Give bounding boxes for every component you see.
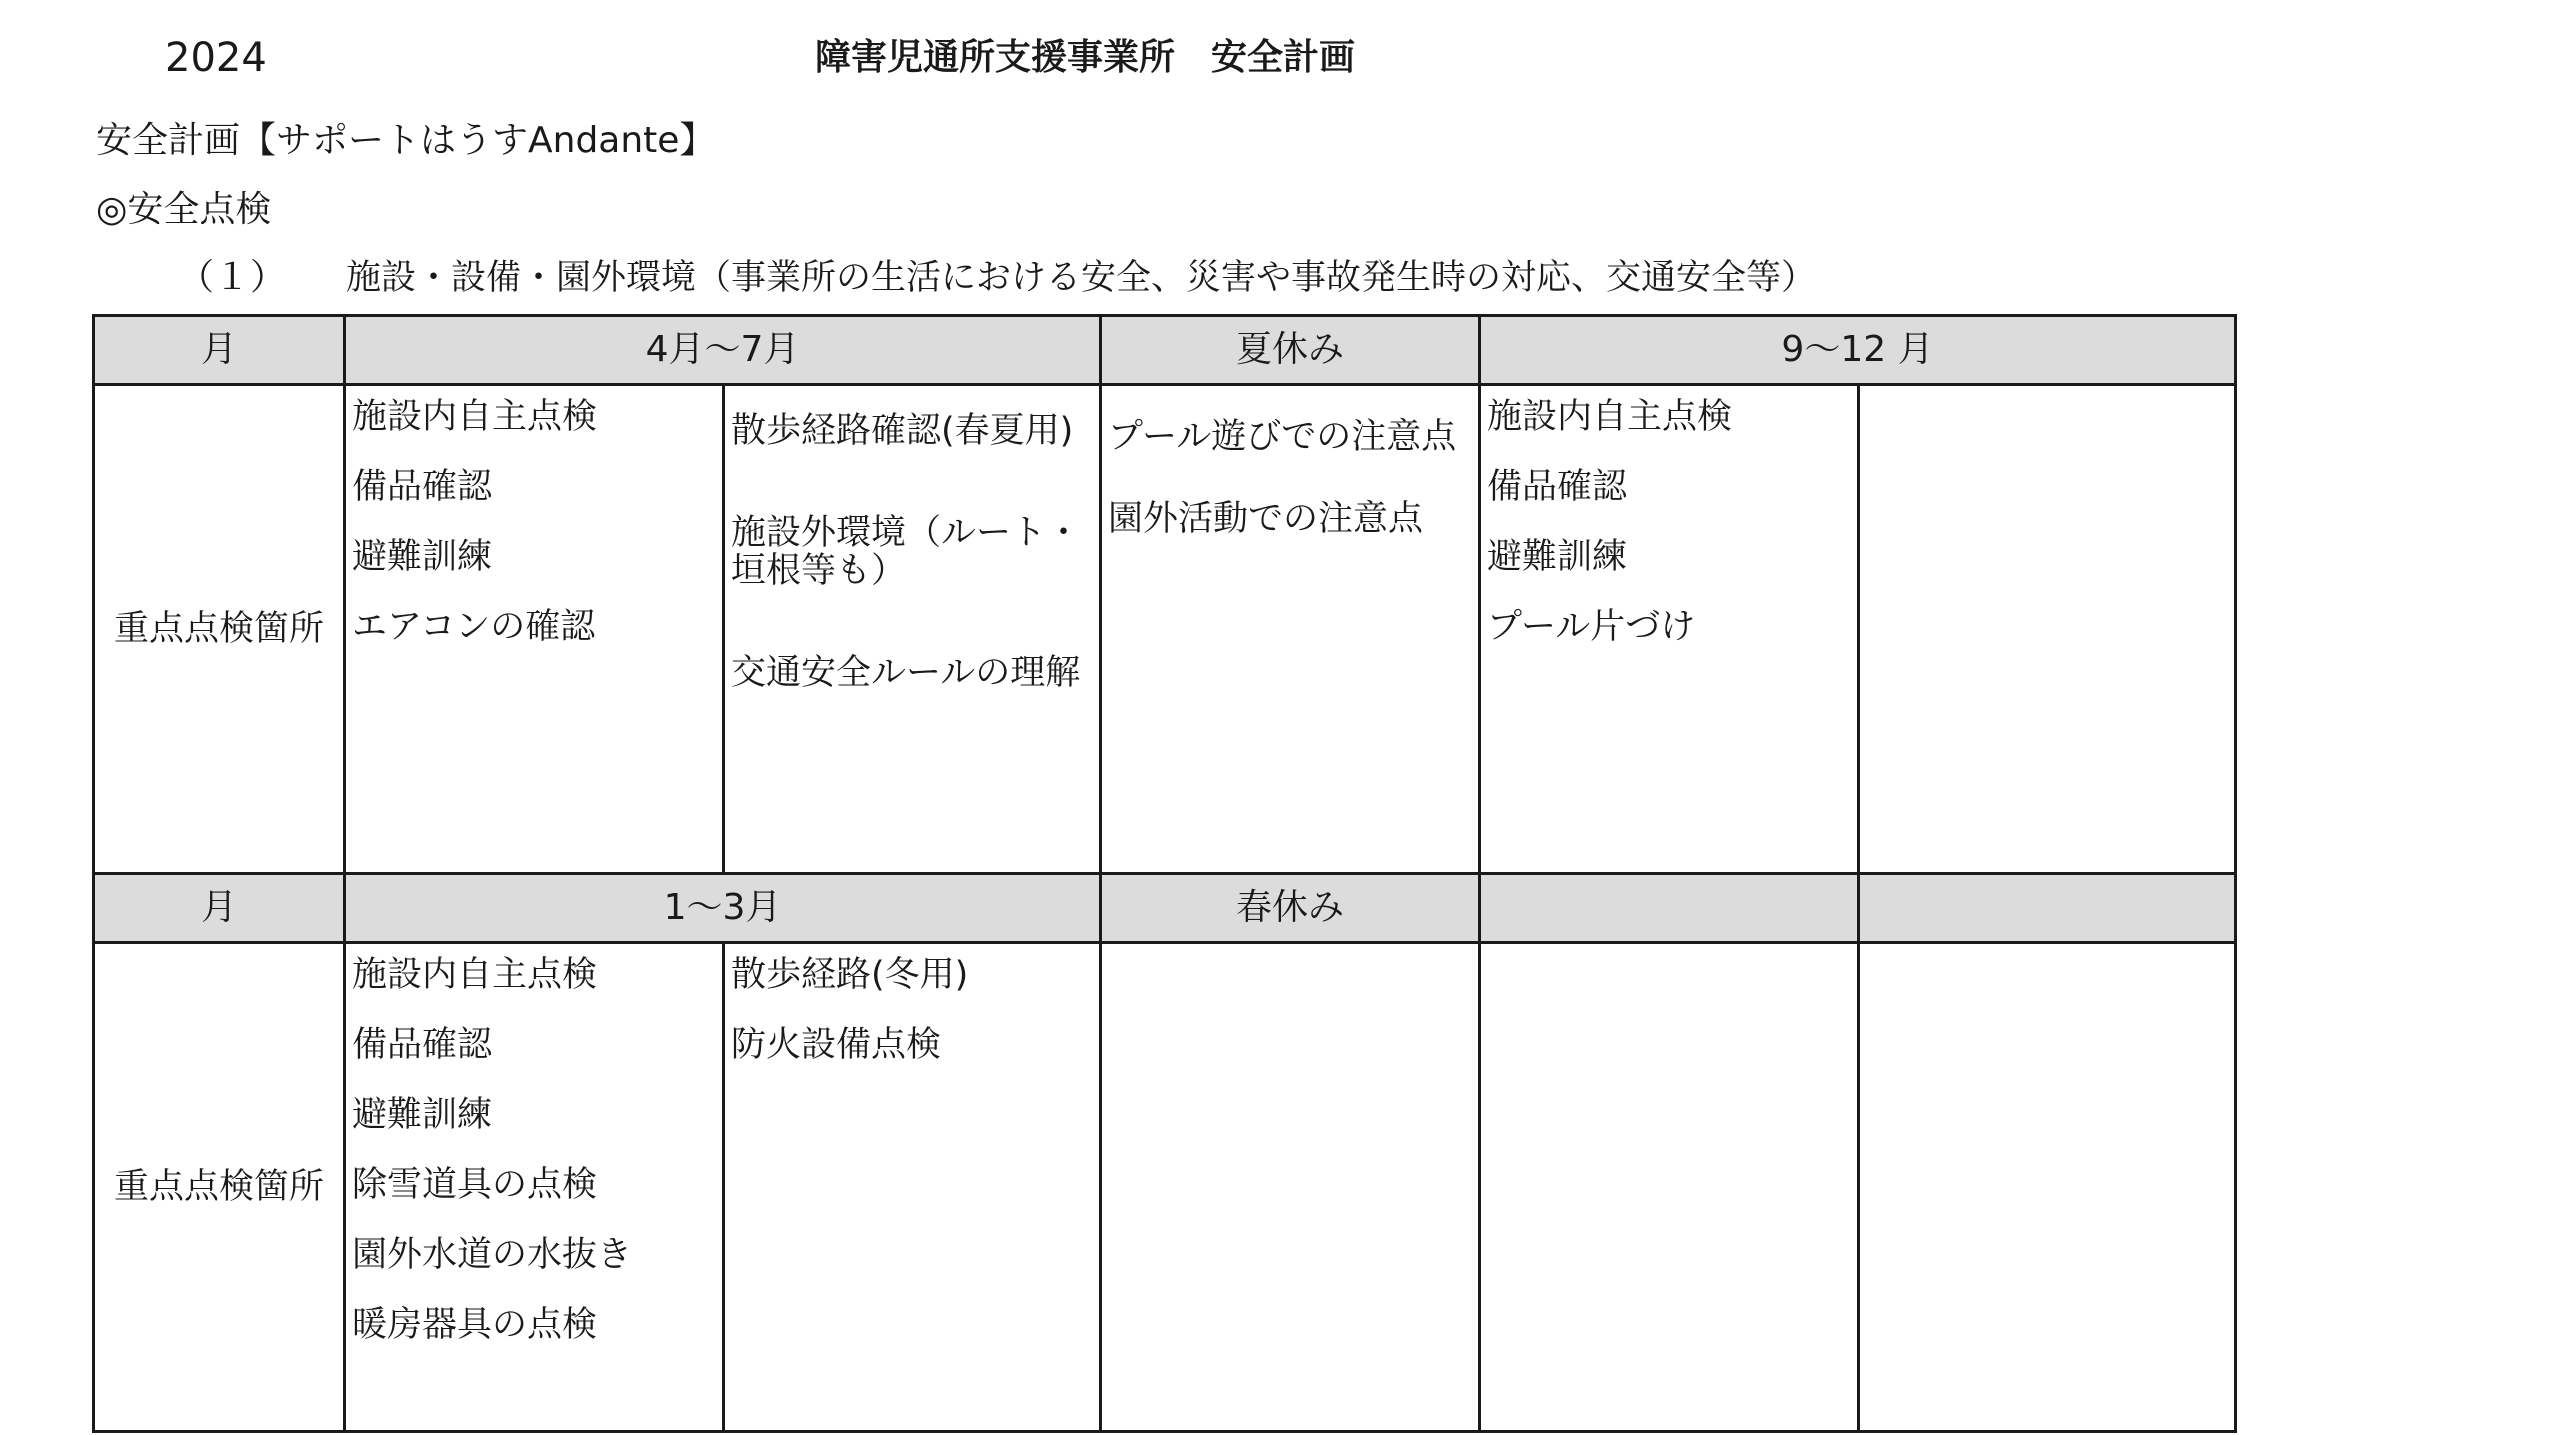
- lower-col5-cell: [1859, 943, 2236, 1432]
- checklist-item: 避難訓練: [1487, 537, 1628, 577]
- checklist-item: 施設内自主点検: [1487, 397, 1733, 437]
- upper-col4-list: [1481, 386, 1857, 650]
- table-header-row-upper: [94, 316, 2236, 385]
- safety-plan-table: [92, 314, 2237, 1433]
- checklist-item: 園外水道の水抜き: [352, 1235, 633, 1275]
- upper-col3-list: [1102, 386, 1478, 538]
- document-title: 障害児通所支援事業所 安全計画: [815, 37, 1356, 78]
- upper-col3-cell: [1101, 385, 1480, 874]
- checklist-item: 施設内自主点検: [352, 955, 598, 995]
- checklist-item: 備品確認: [1487, 467, 1628, 507]
- lower-col3-cell: [1101, 943, 1480, 1432]
- checklist-item: 備品確認: [352, 1025, 493, 1065]
- period-header-jan-mar: 1～3月: [345, 874, 1101, 943]
- lower-col4-list: [1481, 944, 1857, 952]
- subsection-number: （１）: [178, 257, 287, 298]
- plan-title: 安全計画【サポートはうすAndante】: [96, 120, 716, 161]
- upper-col1-cell: [345, 385, 724, 874]
- checklist-item: 避難訓練: [352, 537, 493, 577]
- upper-col5-list: [1860, 386, 2234, 394]
- checklist-item: 交通安全ルールの理解: [731, 653, 1081, 693]
- table-header-row-lower: [94, 874, 2236, 943]
- checklist-item: プール片づけ: [1487, 607, 1696, 647]
- table-body-row-upper: [94, 385, 2236, 874]
- lower-col1-cell: [345, 943, 724, 1432]
- checklist-item: 園外活動での注意点: [1108, 499, 1424, 539]
- period-header-apr-jul: 4月～7月: [345, 316, 1101, 385]
- subsection-title: 施設・設備・園外環境（事業所の生活における安全、災害や事故発生時の対応、交通安全等）: [346, 258, 1817, 298]
- period-header-blank-1: [1480, 874, 1859, 943]
- period-header-sep-dec: 9～12 月: [1480, 316, 2236, 385]
- lower-col2-cell: [724, 943, 1101, 1432]
- checklist-item: 暖房器具の点検: [352, 1305, 598, 1345]
- checklist-item: 備品確認: [352, 467, 493, 507]
- lower-col2-list: [725, 944, 1099, 1068]
- lower-col1-list: [346, 944, 722, 1348]
- upper-col5-cell: [1859, 385, 2236, 874]
- checklist-item: 散歩経路(冬用): [731, 955, 969, 995]
- upper-col2-cell: [724, 385, 1101, 874]
- upper-col2-list: [725, 386, 1099, 692]
- period-header-blank-2: [1859, 874, 2236, 943]
- checklist-item: 施設外環境（ルート・垣根等も）: [731, 513, 1082, 591]
- lower-col4-cell: [1480, 943, 1859, 1432]
- checklist-item: エアコンの確認: [352, 607, 596, 647]
- lower-col3-list: [1102, 944, 1478, 952]
- period-header-summer: 夏休み: [1101, 316, 1480, 385]
- checklist-item: 防火設備点検: [731, 1025, 942, 1065]
- table-body-row-lower: [94, 943, 2236, 1432]
- upper-col1-list: [346, 386, 722, 650]
- row-label-cell: 重点点検箇所: [94, 385, 345, 874]
- checklist-item: 散歩経路確認(春夏用): [731, 411, 1074, 451]
- month-header-cell: 月: [94, 874, 345, 943]
- month-header-cell: 月: [94, 316, 345, 385]
- section-title: ◎安全点検: [96, 189, 272, 230]
- lower-col5-list: [1860, 944, 2234, 952]
- row-label-cell: 重点点検箇所: [94, 943, 345, 1432]
- document-year: 2024: [165, 35, 267, 81]
- period-header-spring: 春休み: [1101, 874, 1480, 943]
- checklist-item: 避難訓練: [352, 1095, 493, 1135]
- checklist-item: プール遊びでの注意点: [1108, 417, 1457, 457]
- upper-col4-cell: [1480, 385, 1859, 874]
- checklist-item: 施設内自主点検: [352, 397, 598, 437]
- checklist-item: 除雪道具の点検: [352, 1165, 598, 1205]
